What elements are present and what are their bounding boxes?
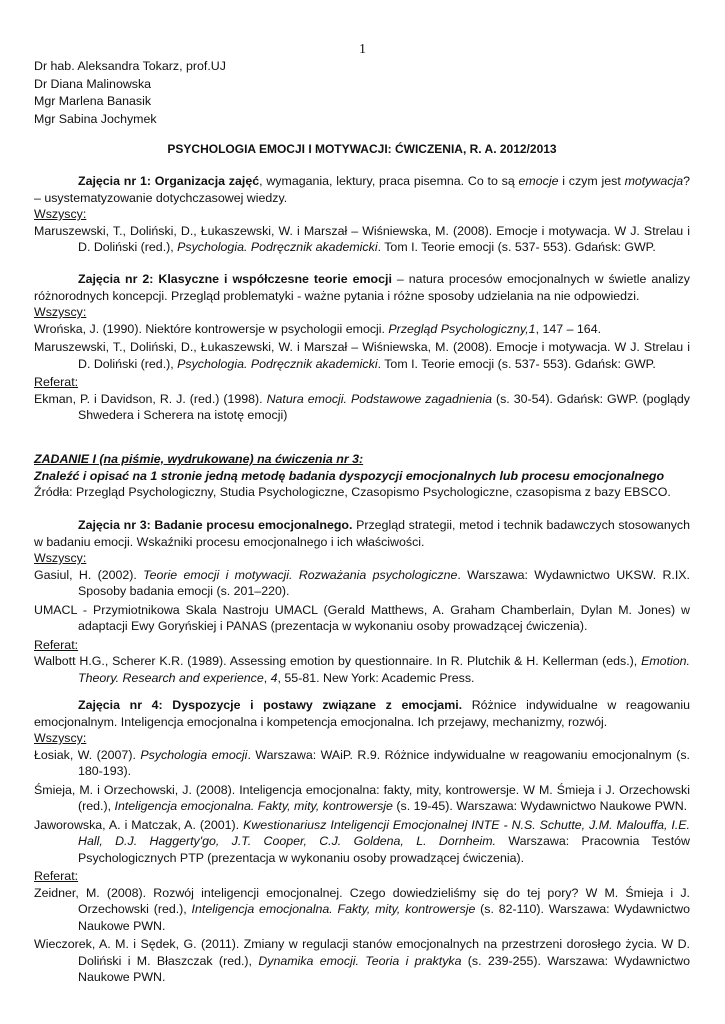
text: i czym jest bbox=[558, 174, 625, 188]
session-3 bbox=[34, 517, 690, 688]
text: , 147 – 164. bbox=[535, 321, 602, 336]
label-wszyscy: Wszyscy: bbox=[34, 207, 87, 221]
text: Kwestionariusz Inteligencji Emocjonalnej INTE - N.S. Schutte, J.M. Malouffa, I.E. Hall, D.J. Haggerty'go, J.T. Cooper, C.J. Goldena, L. Dornheim. bbox=[78, 817, 690, 848]
text: motywacja bbox=[624, 174, 684, 188]
text: Natura emocji. Podstawowe zagadnienia bbox=[266, 391, 493, 406]
text: Maruszewski, T., Doliński, D., Łukaszewski, W. i Marszał – Wiśniewska, M. (2008). Emocje i motywacja. W J. Strelau i D. Doliński (red.), bbox=[34, 223, 690, 254]
text: Śmieja, M. i Orzechowski, J. (2008). Inteligencja emocjonalna: fakty, mity, kontrowersje. W M. Śmieja i J. Orzechowski (red.), bbox=[34, 782, 690, 813]
session-3-heading: Zajęcia nr 3: Badanie procesu emocjonalnego. bbox=[78, 518, 353, 532]
text: ZADANIE I (na piśmie, wydrukowane) na ćwiczenia nr 3: bbox=[34, 452, 364, 466]
text: Łosiak, W. (2007). bbox=[34, 747, 141, 762]
text: Teorie emocji i motywacji. Rozważania psychologiczne bbox=[143, 567, 458, 582]
text: – natura procesów emocjonalnych w świetle analizy różnorodnych koncepcji. Przegląd problematyki - ważne pytania i różne sposoby udzielania na nie odpowiedzi. bbox=[34, 272, 690, 303]
reference bbox=[34, 782, 690, 815]
text: Emotion. Theory. Research and experience bbox=[78, 654, 690, 685]
assignment-sources: Źródła: Przegląd Psychologiczny, Studia Psychologiczne, Czasopismo Psychologiczne, czasopisma z bazy EBSCO. bbox=[34, 485, 671, 499]
author: Mgr Marlena Banasik bbox=[34, 94, 152, 108]
text: Psychologia. Podręcznik akademicki bbox=[177, 240, 378, 254]
reference bbox=[34, 653, 690, 686]
label-referat: Referat: bbox=[34, 375, 79, 389]
label-wszyscy: Wszyscy: bbox=[34, 551, 87, 565]
reference bbox=[34, 885, 690, 935]
session-2 bbox=[34, 271, 690, 426]
reference bbox=[34, 936, 690, 986]
text: Różnice indywidualne w reagowaniu emocjonalnym. Inteligencja emocjonalna i kompetencja emocjonalna. Ich przejawy, mechanizmy, rozwój. bbox=[34, 698, 690, 729]
text: Przegląd strategii, metod i technik badawczych stosowanych w badaniu emocji. Wskaźniki procesu emocjonalnego i ich właściwości. bbox=[34, 518, 690, 549]
text: , bbox=[263, 670, 271, 685]
assignment-instruction: Znaleźć i opisać na 1 stronie jedną metodę badania dyspozycji emocjonalnych lub procesu emocjonalnego bbox=[34, 468, 665, 483]
text: . Warszawa: Wydawnictwo UKSW. R.IX. Sposoby badania emocji (s. 201–220). bbox=[78, 567, 690, 598]
author: Mgr Sabina Jochymek bbox=[34, 111, 157, 126]
label-referat: Referat: bbox=[34, 637, 79, 652]
reference bbox=[34, 747, 690, 780]
document-title: PSYCHOLOGIA EMOCJI I MOTYWACJI: ĆWICZENIA, R. A. 2012/2013 bbox=[167, 142, 557, 156]
text: , wymagania, lektury, praca pisemna. Co to są bbox=[259, 174, 519, 188]
session-2-heading: Zajęcia nr 2: Klasyczne i współczesne teorie emocji bbox=[78, 272, 392, 286]
text: Psychologia. Podręcznik akademicki bbox=[177, 356, 378, 371]
text: Zeidner, M. (2008). Rozwój inteligencji emocjonalnej. Czego dowiedzieliśmy się do tej pory? W M. Śmieja i J. Orzechowski (red.), bbox=[34, 885, 690, 916]
session-4-description bbox=[34, 697, 690, 730]
label-wszyscy: Wszyscy: bbox=[34, 305, 87, 319]
text: Walbott H.G., Scherer K.R. (1989). Assessing emotion by questionnaire. In R. Plutchik & H. Kellerman (eds.), bbox=[34, 654, 642, 668]
session-3-description bbox=[34, 517, 690, 550]
text: . Tom I. Teorie emocji (s. 537- 553). Gdańsk: GWP. bbox=[377, 356, 656, 371]
session-2-description bbox=[34, 271, 690, 304]
text: Inteligencja emocjonalna. Fakty, mity, kontrowersje bbox=[191, 902, 476, 916]
text: Przegląd Psychologiczny,1 bbox=[388, 321, 536, 336]
text: Wieczorek, A. M. i Sędek, G. (2011). Zmiany w regulacji stanów emocjonalnych na przestrzeni dorosłego życia. W D. Doliński i M. Błaszczak (red.), bbox=[34, 937, 690, 968]
text: Inteligencja emocjonalna. Fakty, mity, kontrowersje bbox=[114, 799, 393, 813]
text: . Tom I. Teorie emocji (s. 537- 553). Gdańsk: GWP. bbox=[377, 240, 656, 254]
session-4 bbox=[34, 697, 690, 988]
label-wszyscy: Wszyscy: bbox=[34, 731, 87, 745]
author: Dr hab. Aleksandra Tokarz, prof.UJ bbox=[34, 59, 226, 73]
text: Dynamika emocji. Teoria i praktyka bbox=[258, 953, 462, 968]
reference bbox=[34, 339, 690, 372]
text: Wrońska, J. (1990). Niektóre kontrowersje w psychologii emocji. bbox=[34, 321, 389, 336]
text: Gasiul, H. (2002). bbox=[34, 567, 144, 582]
author-list bbox=[34, 58, 226, 128]
reference bbox=[34, 391, 690, 424]
reference bbox=[34, 817, 690, 867]
text: Warszawa: Pracownia Testów Psychologicznych PTP (prezentacja w wykonaniu osoby prowadzącej ćwiczenia). bbox=[78, 834, 690, 865]
reference bbox=[34, 567, 690, 600]
text: (s. 82-110). Warszawa: Wydawnictwo Naukowe PWN. bbox=[78, 902, 690, 933]
text: (s. 19-45). Warszawa: Wydawnictwo Naukowe PWN. bbox=[392, 799, 688, 813]
reference: UMACL - Przymiotnikowa Skala Nastroju UMACL (Gerald Matthews, A. Graham Chamberlain, Dylan M. Jones) w adaptacji Ewy Goryńskiej i PANAS (prezentacja w wykonaniu osoby prowadzącej ćwiczenia). bbox=[34, 602, 690, 633]
text: (s. 30-54). Gdańsk: GWP. (poglądy Shwedera i Scherera na istotę emocji) bbox=[78, 391, 690, 422]
session-4-heading: Zajęcia nr 4: Dyspozycje i postawy związane z emocjami. bbox=[78, 698, 463, 712]
reference bbox=[34, 223, 690, 256]
session-1-heading: Zajęcia nr 1: Organizacja zajęć bbox=[78, 174, 260, 188]
text: 4 bbox=[270, 670, 278, 685]
text: emocje bbox=[518, 174, 559, 188]
assignment bbox=[34, 451, 690, 501]
text: Jaworowska, A. i Matczak, A. (2001). bbox=[34, 817, 244, 832]
text: Maruszewski, T., Doliński, D., Łukaszewski, W. i Marszał – Wiśniewska, M. (2008). Emocje i motywacja. W J. Strelau i D. Doliński (red.), bbox=[34, 340, 690, 371]
text: ? – usystematyzowanie dotychczasowej wiedzy. bbox=[34, 174, 690, 205]
reference bbox=[34, 321, 690, 338]
author: Dr Diana Malinowska bbox=[34, 76, 152, 91]
text: , 55-81. New York: Academic Press. bbox=[277, 670, 475, 685]
text: (s. 239-255). Warszawa: Wydawnictwo Naukowe PWN. bbox=[78, 953, 691, 984]
label-referat: Referat: bbox=[34, 869, 79, 883]
session-1-description bbox=[34, 173, 690, 206]
text: . Warszawa: WAiP. R.9. Różnice indywidualne w reagowaniu emocjonalnym (s. 180-193). bbox=[78, 747, 690, 778]
text: Psychologia emocji bbox=[140, 747, 248, 762]
text: Ekman, P. i Davidson, R. J. (red.) (1998). bbox=[34, 391, 267, 406]
session-1 bbox=[34, 173, 690, 258]
assignment-title bbox=[34, 451, 690, 468]
page-number: 1 bbox=[359, 42, 366, 57]
